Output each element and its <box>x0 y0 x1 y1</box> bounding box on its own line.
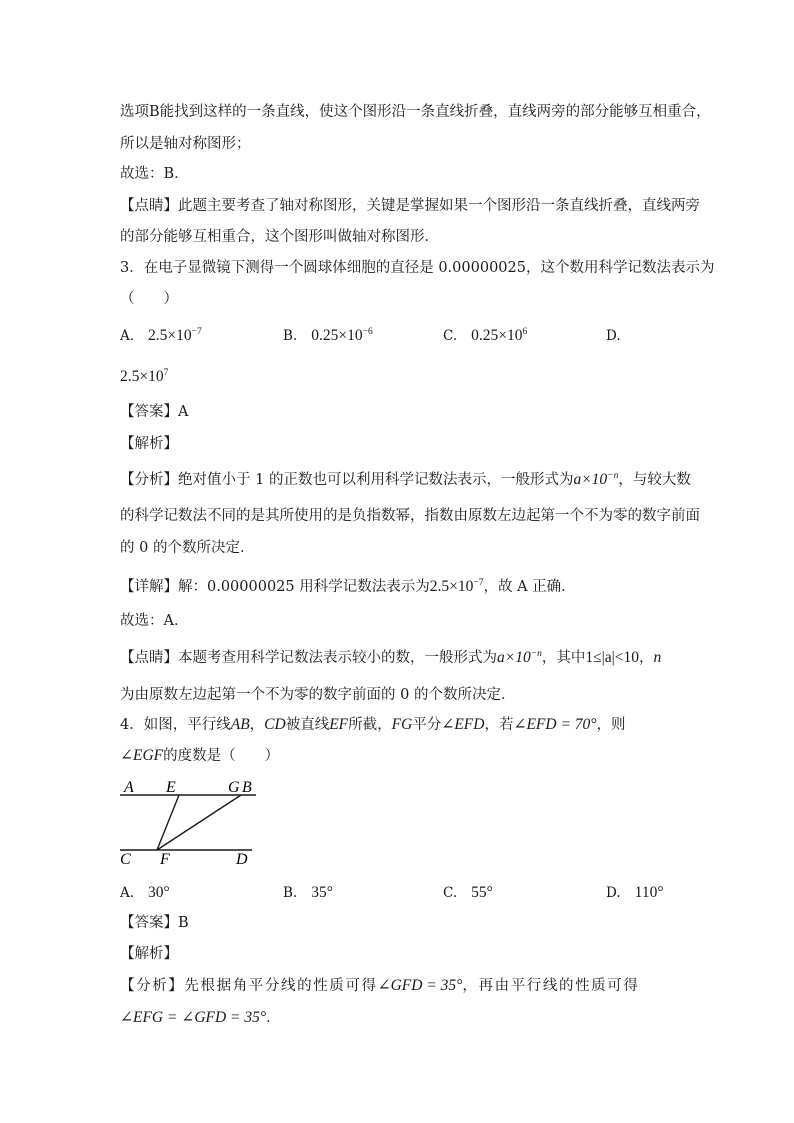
q4-analysis-heading: 【解析】 <box>120 946 178 962</box>
text-line: 【点睛】此题主要考查了轴对称图形，关键是掌握如果一个图形沿一条直线折叠，直线两旁 <box>120 198 700 214</box>
q3-guxuan: 故选：A． <box>120 613 189 629</box>
q4-option-c: C. 55° <box>443 884 493 901</box>
q4-fenxi-line-1: 【分析】先根据角平分线的性质可得∠GFD = 35°，再由平行线的性质可得 <box>120 977 640 994</box>
question-3-blank: （ ） <box>120 291 178 307</box>
text-line: 选项B能找到这样的一条直线，使这个图形沿一条直线折叠，直线两旁的部分能够互相重合， <box>120 104 711 120</box>
q3-analysis-heading: 【解析】 <box>120 436 178 452</box>
q3-xiangjie: 【详解】解：0.00000025 用科学记数法表示为$2.5\times 10^{-7}$，故 A 正确． <box>120 578 576 595</box>
q3-dianjing-line-2: 为由原数左边起第一个不为零的数字前面的 0 的个数所决定． <box>120 687 516 703</box>
q4-option-a: A. 30° <box>120 884 170 901</box>
q4-fenxi-line-2: ∠EFG = ∠GFD = 35°． <box>120 1009 281 1026</box>
q4-option-d: D. 110° <box>606 884 664 901</box>
text-line: 的部分能够互相重合，这个图形叫做轴对称图形． <box>120 229 439 245</box>
q4-option-b: B. 35° <box>283 884 333 901</box>
label-d: D <box>236 851 248 868</box>
label-b: B <box>242 779 252 796</box>
q3-answer: 【答案】A <box>120 404 189 420</box>
label-g: G <box>228 779 240 796</box>
line-ef <box>157 795 179 850</box>
label-f: F <box>160 851 170 868</box>
q3-option-b: B. $0.25\times 10^{-6}$ <box>283 327 373 344</box>
text-line: 所以是轴对称图形； <box>120 136 251 152</box>
label-c: C <box>120 851 131 868</box>
q3-fenxi-line-1: 【分析】绝对值小于 1 的正数也可以利用科学记数法表示，一般形式为$a\times 10^{-n}$，与较大数 <box>120 471 691 488</box>
q3-fenxi-line-3: 的 0 的个数所决定． <box>120 540 255 556</box>
q3-option-a: A. $2.5\times 10^{-7}$ <box>120 327 202 344</box>
q3-dianjing-line-1: 【点睛】本题考查用科学记数法表示较小的数，一般形式为$a\times 10^{-n}$，其中1≤|a|<10，n <box>120 649 662 666</box>
q3-option-d-value: $2.5\times 10^7$ <box>120 368 169 385</box>
text-line: 故选：B． <box>120 166 189 182</box>
question-4-line-2: ∠EGF的度数是（ ） <box>120 747 280 764</box>
line-fg <box>157 795 241 850</box>
label-e: E <box>166 779 176 796</box>
q3-option-d-label: D. <box>606 328 621 344</box>
question-4-stem: 4．如图，平行线AB，CD被直线EF所截，FG平分∠EFD，若∠EFD = 70°，则 <box>120 716 626 733</box>
label-a: A <box>124 779 134 796</box>
q3-fenxi-line-2: 的科学记数法不同的是其所使用的是负指数幂，指数由原数左边起第一个不为零的数字前面 <box>120 508 700 524</box>
q4-answer: 【答案】B <box>120 915 189 931</box>
question-3-stem: 3．在电子显微镜下测得一个圆球体细胞的直径是 0.00000025，这个数用科学记数法表示为 <box>120 260 715 276</box>
q3-option-c: C. $0.25\times 10^6$ <box>443 327 528 344</box>
parallel-lines-figure <box>118 776 260 868</box>
